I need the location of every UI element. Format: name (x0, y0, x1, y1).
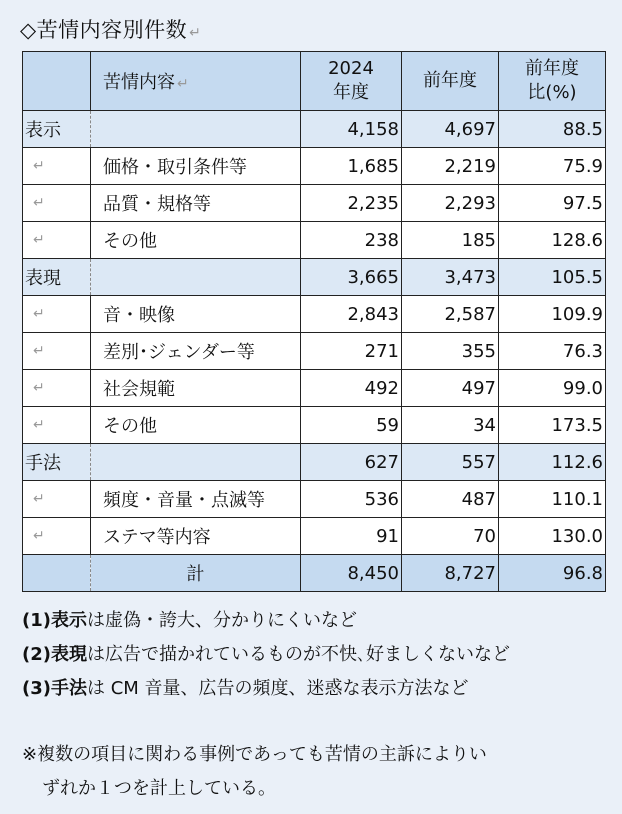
value-prev: 70 (402, 518, 499, 555)
item-label: 差別･ジェンダー等 (91, 333, 301, 370)
table-category-row (23, 259, 606, 296)
item-label: その他 (91, 222, 301, 259)
table-total-row (23, 555, 606, 592)
category-item-cell (91, 444, 301, 481)
value-prev: 557 (402, 444, 499, 481)
item-label: 音・映像 (91, 296, 301, 333)
notes-list (22, 604, 510, 706)
table-row (23, 222, 606, 259)
table-row (23, 185, 606, 222)
item-label: ステマ等内容 (91, 518, 301, 555)
indent-cell: ↵ (23, 296, 91, 333)
value-ratio: 112.6 (499, 444, 606, 481)
header-prev: 前年度 (402, 52, 499, 111)
value-prev: 34 (402, 407, 499, 444)
indent-cell: ↵ (23, 518, 91, 555)
table-row (23, 518, 606, 555)
item-label: 頻度・音量・点滅等 (91, 481, 301, 518)
item-label: 品質・規格等 (91, 185, 301, 222)
table-category-row (23, 111, 606, 148)
table-row (23, 407, 606, 444)
value-ratio: 128.6 (499, 222, 606, 259)
note-item: (3)手法は CM 音量、広告の頻度、迷惑な表示方法など (22, 678, 469, 699)
total-2024: 8,450 (301, 555, 402, 592)
value-ratio: 97.5 (499, 185, 606, 222)
return-mark-icon: ↵ (177, 76, 189, 92)
value-2024: 59 (301, 407, 402, 444)
indent-cell: ↵ (23, 333, 91, 370)
value-prev: 355 (402, 333, 499, 370)
note-item: (1)表示は虚偽・誇大、分かりにくいなど (22, 610, 357, 631)
value-2024: 492 (301, 370, 402, 407)
value-ratio: 105.5 (499, 259, 606, 296)
value-2024: 1,685 (301, 148, 402, 185)
indent-cell: ↵ (23, 185, 91, 222)
indent-cell: ↵ (23, 222, 91, 259)
value-2024: 2,843 (301, 296, 402, 333)
table-row (23, 370, 606, 407)
table-row (23, 333, 606, 370)
value-ratio: 99.0 (499, 370, 606, 407)
value-2024: 627 (301, 444, 402, 481)
value-2024: 2,235 (301, 185, 402, 222)
section-title: ◇苦情内容別件数 ↵ (20, 18, 202, 42)
value-ratio: 76.3 (499, 333, 606, 370)
value-ratio: 173.5 (499, 407, 606, 444)
value-ratio: 110.1 (499, 481, 606, 518)
value-2024: 4,158 (301, 111, 402, 148)
header-item: 苦情内容 ↵ (91, 52, 301, 111)
value-2024: 271 (301, 333, 402, 370)
item-label: 価格・取引条件等 (91, 148, 301, 185)
value-2024: 3,665 (301, 259, 402, 296)
total-label: 計 (91, 555, 301, 592)
value-prev: 185 (402, 222, 499, 259)
item-label: 社会規範 (91, 370, 301, 407)
value-prev: 3,473 (402, 259, 499, 296)
total-prev: 8,727 (402, 555, 499, 592)
table-row (23, 481, 606, 518)
table-row (23, 296, 606, 333)
category-label: 表示 (23, 111, 91, 148)
table-category-row (23, 444, 606, 481)
category-item-cell (91, 259, 301, 296)
table-header-row (23, 52, 606, 111)
value-prev: 2,587 (402, 296, 499, 333)
value-prev: 497 (402, 370, 499, 407)
value-ratio: 109.9 (499, 296, 606, 333)
indent-cell: ↵ (23, 148, 91, 185)
value-2024: 238 (301, 222, 402, 259)
value-prev: 2,293 (402, 185, 499, 222)
return-mark-icon: ↵ (189, 25, 202, 41)
value-prev: 4,697 (402, 111, 499, 148)
indent-cell: ↵ (23, 370, 91, 407)
total-blank-cell (23, 555, 91, 592)
table-row (23, 148, 606, 185)
item-label: その他 (91, 407, 301, 444)
header-2024: 2024 年度 (301, 52, 402, 111)
header-category-cell (23, 52, 91, 111)
header-ratio: 前年度 比(%) (499, 52, 606, 111)
footnote-line-1: ※複数の項目に関わる事例であっても苦情の主訴によりい (22, 744, 487, 765)
footnote (22, 738, 612, 806)
value-2024: 91 (301, 518, 402, 555)
note-item: (2)表現は広告で描かれているものが不快､好ましくないなど (22, 644, 510, 665)
indent-cell: ↵ (23, 407, 91, 444)
value-prev: 487 (402, 481, 499, 518)
footnote-line-2: ずれか１つを計上している。 (42, 778, 276, 799)
value-prev: 2,219 (402, 148, 499, 185)
value-ratio: 88.5 (499, 111, 606, 148)
value-2024: 536 (301, 481, 402, 518)
category-label: 表現 (23, 259, 91, 296)
value-ratio: 75.9 (499, 148, 606, 185)
complaints-table (22, 51, 606, 592)
category-item-cell (91, 111, 301, 148)
indent-cell: ↵ (23, 481, 91, 518)
category-label: 手法 (23, 444, 91, 481)
value-ratio: 130.0 (499, 518, 606, 555)
total-ratio: 96.8 (499, 555, 606, 592)
